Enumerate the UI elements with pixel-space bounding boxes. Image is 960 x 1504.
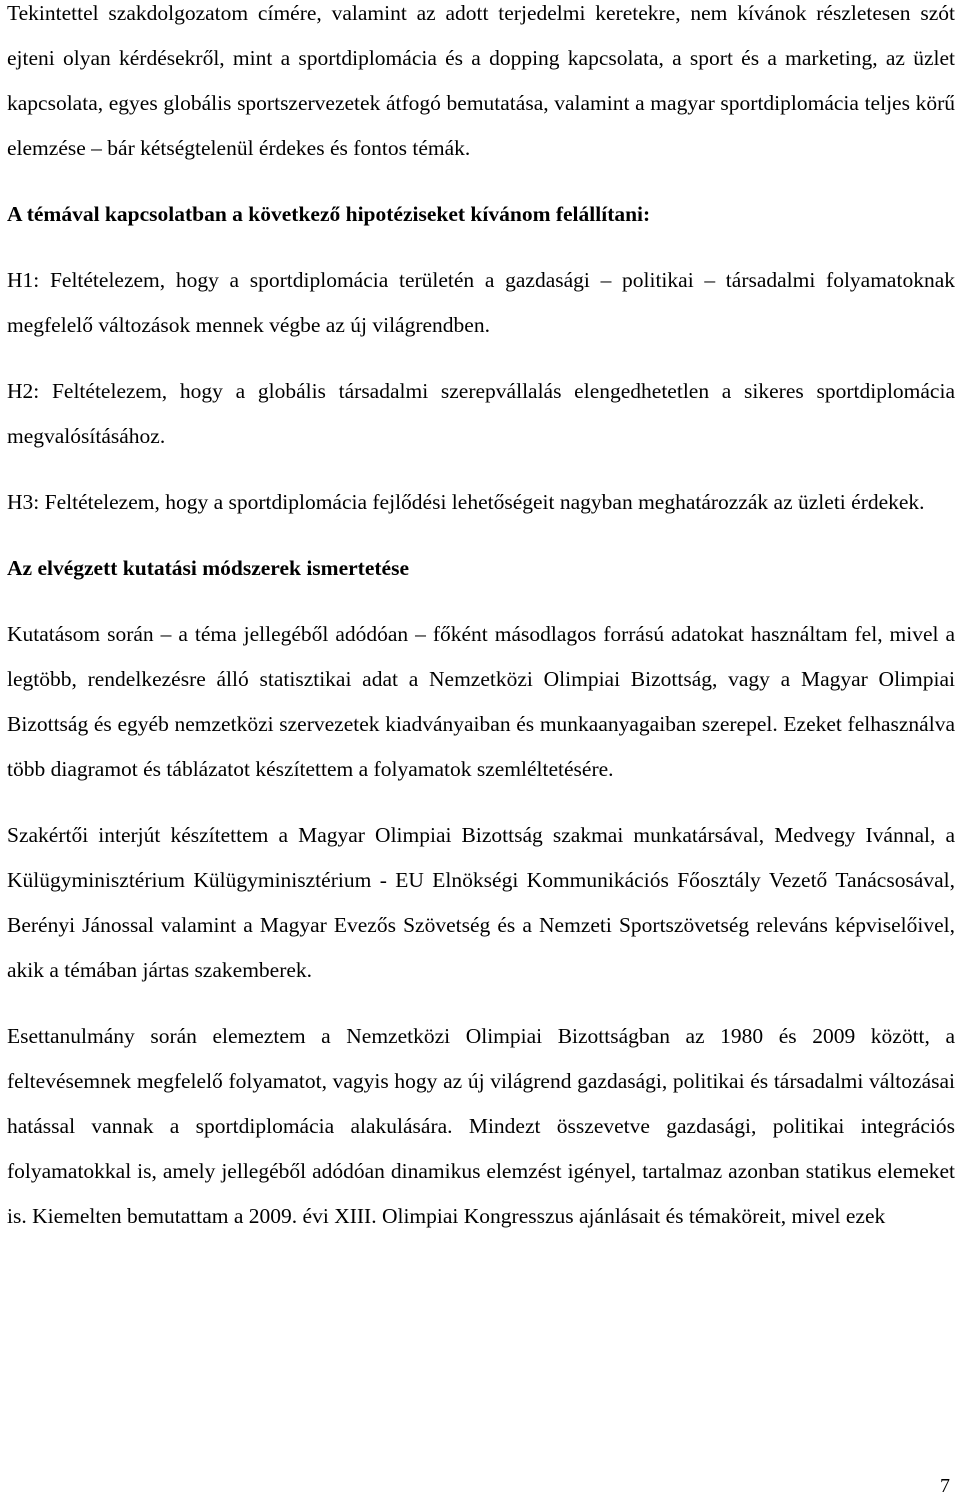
methods-paragraph: Kutatásom során – a téma jellegéből adódóan – főként másodlagos forrású adatokat használtam fel, mivel a legtöbb, rendelkezésre álló statisztikai adat a Nemzetközi Olimpiai Bizottság, vagy a Magyar Olimpiai Bizottság és egyéb nemzetközi szervezetek kiadványaiban és munkaanyagaiban szerepel. Ezeket felhasználva több diagramot és táblázatot készítettem a folyamatok szemléltetésére. xyxy=(7,622,955,781)
hypotheses-heading: A témával kapcsolatban a következő hipotéziseket kívánom felállítani: xyxy=(7,202,651,226)
document-page xyxy=(7,0,955,1239)
hypothesis-h1: H1: Feltételezem, hogy a sportdiplomácia területén a gazdasági – politikai – társadalmi folyamatoknak megfelelő változások mennek végbe az új világrendben. xyxy=(7,268,955,337)
case-study-paragraph: Esettanulmány során elemeztem a Nemzetközi Olimpiai Bizottságban az 1980 és 2009 között, a feltevésemnek megfelelő folyamatot, vagyis hogy az új világrend gazdasági, politikai és társadalmi változásai hatással vannak a sportdiplomácia alakulására. Mindezt összevetve gazdasági, politikai integrációs folyamatokkal is, amely jellegéből adódóan dinamikus elemzést igényel, tartalmaz azonban statikus elemeket is. Kiemelten bemutattam a 2009. évi XIII. Olimpiai Kongresszus ajánlásait és témaköreit, mivel ezek xyxy=(7,1024,955,1228)
intro-paragraph: Tekintettel szakdolgozatom címére, valamint az adott terjedelmi keretekre, nem kívánok részletesen szót ejteni olyan kérdésekről, mint a sportdiplomácia és a dopping kapcsolata, a sport és a marketing, az üzlet kapcsolata, egyes globális sportszervezetek átfogó bemutatása, valamint a magyar sportdiplomácia teljes körű elemzése – bár kétségtelenül érdekes és fontos témák. xyxy=(7,1,955,160)
interview-paragraph: Szakértői interjút készítettem a Magyar Olimpiai Bizottság szakmai munkatársával, Medvegy Ivánnal, a Külügyminisztérium Külügyminisztérium - EU Elnökségi Kommunikációs Főosztály Vezető Tanácsosával, Berényi Jánossal valamint a Magyar Evezős Szövetség és a Nemzeti Sportszövetség releváns képviselőivel, akik a témában jártas szakemberek. xyxy=(7,823,955,982)
hypothesis-h2: H2: Feltételezem, hogy a globális társadalmi szerepvállalás elengedhetetlen a sikeres sportdiplomácia megvalósításához. xyxy=(7,379,955,448)
hypothesis-h3: H3: Feltételezem, hogy a sportdiplomácia fejlődési lehetőségeit nagyban meghatározzák az üzleti érdekek. xyxy=(7,490,925,514)
page-number: 7 xyxy=(940,1475,950,1497)
methods-heading: Az elvégzett kutatási módszerek ismertetése xyxy=(7,556,409,580)
